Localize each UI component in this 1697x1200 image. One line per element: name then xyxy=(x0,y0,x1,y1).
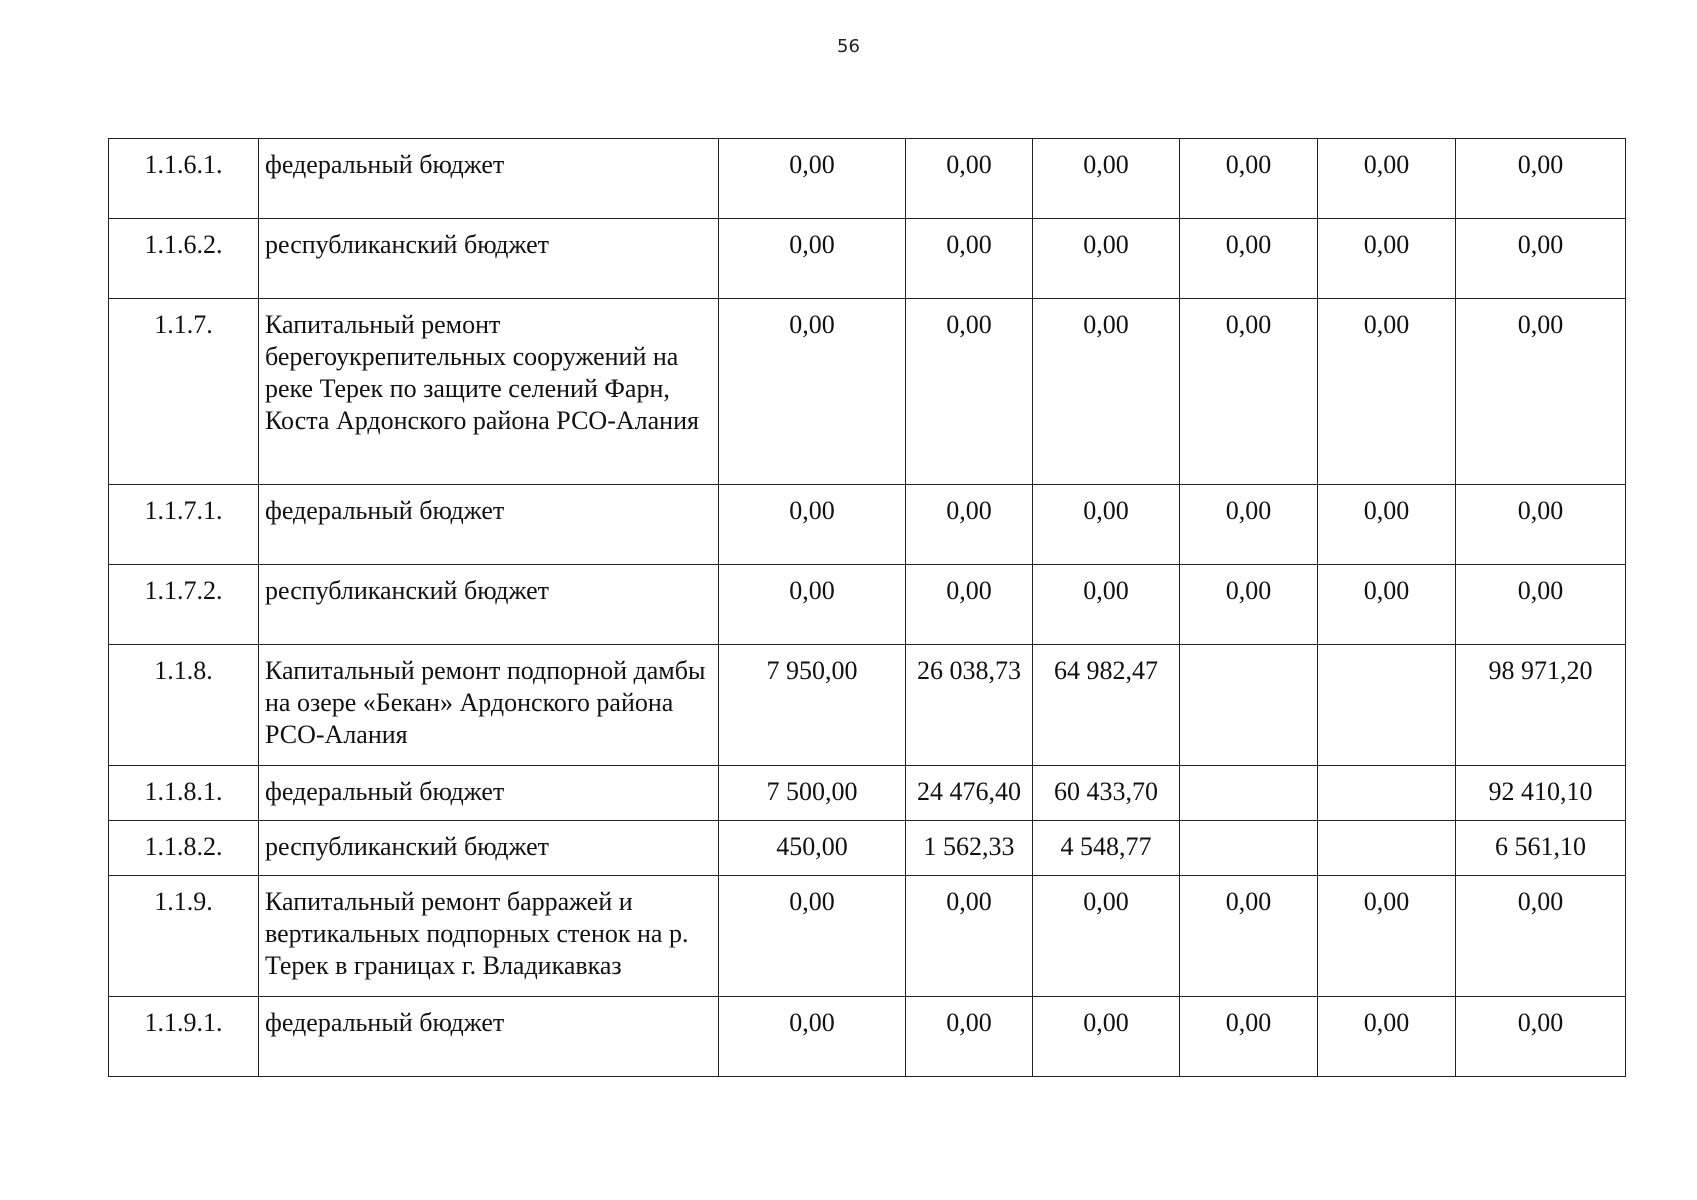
row-value-6: 0,00 xyxy=(1456,485,1626,565)
row-value-5: 0,00 xyxy=(1318,139,1456,219)
table-row xyxy=(109,565,1626,645)
row-value-6: 98 971,20 xyxy=(1456,645,1626,766)
row-value-6: 0,00 xyxy=(1456,219,1626,299)
row-description: республиканский бюджет xyxy=(259,821,719,876)
table-row xyxy=(109,139,1626,219)
row-value-4: 0,00 xyxy=(1180,139,1318,219)
row-value-5 xyxy=(1318,645,1456,766)
row-code: 1.1.9. xyxy=(109,876,259,997)
row-description: республиканский бюджет xyxy=(259,565,719,645)
row-value-5: 0,00 xyxy=(1318,485,1456,565)
row-value-5 xyxy=(1318,821,1456,876)
row-value-2: 0,00 xyxy=(906,876,1033,997)
row-description: Капитальный ремонт берегоукрепительных сооружений на реке Терек по защите селений Фарн, Коста Ардонского района РСО-Алания xyxy=(259,299,719,485)
row-description: республиканский бюджет xyxy=(259,219,719,299)
row-description: федеральный бюджет xyxy=(259,139,719,219)
row-value-4: 0,00 xyxy=(1180,876,1318,997)
row-description: федеральный бюджет xyxy=(259,766,719,821)
row-value-4: 0,00 xyxy=(1180,485,1318,565)
row-value-2: 0,00 xyxy=(906,219,1033,299)
row-value-3: 0,00 xyxy=(1033,219,1180,299)
row-value-4 xyxy=(1180,645,1318,766)
row-value-3: 0,00 xyxy=(1033,485,1180,565)
row-value-6: 6 561,10 xyxy=(1456,821,1626,876)
row-description: федеральный бюджет xyxy=(259,997,719,1077)
row-value-1: 0,00 xyxy=(719,997,906,1077)
row-value-4: 0,00 xyxy=(1180,299,1318,485)
row-value-1: 450,00 xyxy=(719,821,906,876)
row-value-4 xyxy=(1180,766,1318,821)
row-value-2: 0,00 xyxy=(906,299,1033,485)
row-description: федеральный бюджет xyxy=(259,485,719,565)
row-value-6: 92 410,10 xyxy=(1456,766,1626,821)
row-value-2: 0,00 xyxy=(906,997,1033,1077)
row-code: 1.1.6.2. xyxy=(109,219,259,299)
row-value-6: 0,00 xyxy=(1456,299,1626,485)
table-row xyxy=(109,876,1626,997)
row-value-6: 0,00 xyxy=(1456,876,1626,997)
row-value-2: 24 476,40 xyxy=(906,766,1033,821)
budget-table xyxy=(108,138,1626,1077)
row-value-1: 0,00 xyxy=(719,139,906,219)
row-value-1: 7 950,00 xyxy=(719,645,906,766)
row-code: 1.1.6.1. xyxy=(109,139,259,219)
row-code: 1.1.8.2. xyxy=(109,821,259,876)
row-value-2: 26 038,73 xyxy=(906,645,1033,766)
row-value-4: 0,00 xyxy=(1180,219,1318,299)
row-value-5: 0,00 xyxy=(1318,997,1456,1077)
row-description: Капитальный ремонт барражей и вертикальных подпорных стенок на р. Терек в границах г. Владикавказ xyxy=(259,876,719,997)
row-value-3: 0,00 xyxy=(1033,565,1180,645)
table-row xyxy=(109,219,1626,299)
row-value-1: 0,00 xyxy=(719,485,906,565)
row-value-4: 0,00 xyxy=(1180,565,1318,645)
table-row xyxy=(109,299,1626,485)
row-value-2: 0,00 xyxy=(906,485,1033,565)
row-value-5: 0,00 xyxy=(1318,876,1456,997)
row-value-2: 0,00 xyxy=(906,139,1033,219)
row-code: 1.1.7.2. xyxy=(109,565,259,645)
row-code: 1.1.7. xyxy=(109,299,259,485)
table-row xyxy=(109,766,1626,821)
row-value-5: 0,00 xyxy=(1318,565,1456,645)
row-value-1: 7 500,00 xyxy=(719,766,906,821)
page-number: 56 xyxy=(837,36,860,57)
row-value-4 xyxy=(1180,821,1318,876)
row-value-6: 0,00 xyxy=(1456,997,1626,1077)
table-row xyxy=(109,821,1626,876)
row-value-1: 0,00 xyxy=(719,299,906,485)
table-row xyxy=(109,645,1626,766)
table-row xyxy=(109,997,1626,1077)
row-value-3: 60 433,70 xyxy=(1033,766,1180,821)
row-value-3: 64 982,47 xyxy=(1033,645,1180,766)
row-value-1: 0,00 xyxy=(719,565,906,645)
row-value-5: 0,00 xyxy=(1318,299,1456,485)
row-value-2: 0,00 xyxy=(906,565,1033,645)
row-value-6: 0,00 xyxy=(1456,139,1626,219)
table-body xyxy=(109,139,1626,1077)
row-value-6: 0,00 xyxy=(1456,565,1626,645)
row-value-5 xyxy=(1318,766,1456,821)
row-value-5: 0,00 xyxy=(1318,219,1456,299)
row-value-3: 0,00 xyxy=(1033,997,1180,1077)
row-description: Капитальный ремонт подпорной дамбы на озере «Бекан» Ардонского района РСО-Алания xyxy=(259,645,719,766)
row-value-3: 4 548,77 xyxy=(1033,821,1180,876)
row-code: 1.1.9.1. xyxy=(109,997,259,1077)
row-value-3: 0,00 xyxy=(1033,876,1180,997)
row-code: 1.1.7.1. xyxy=(109,485,259,565)
row-value-3: 0,00 xyxy=(1033,139,1180,219)
row-value-1: 0,00 xyxy=(719,219,906,299)
row-value-4: 0,00 xyxy=(1180,997,1318,1077)
row-code: 1.1.8. xyxy=(109,645,259,766)
table-row xyxy=(109,485,1626,565)
row-value-1: 0,00 xyxy=(719,876,906,997)
row-code: 1.1.8.1. xyxy=(109,766,259,821)
row-value-2: 1 562,33 xyxy=(906,821,1033,876)
row-value-3: 0,00 xyxy=(1033,299,1180,485)
